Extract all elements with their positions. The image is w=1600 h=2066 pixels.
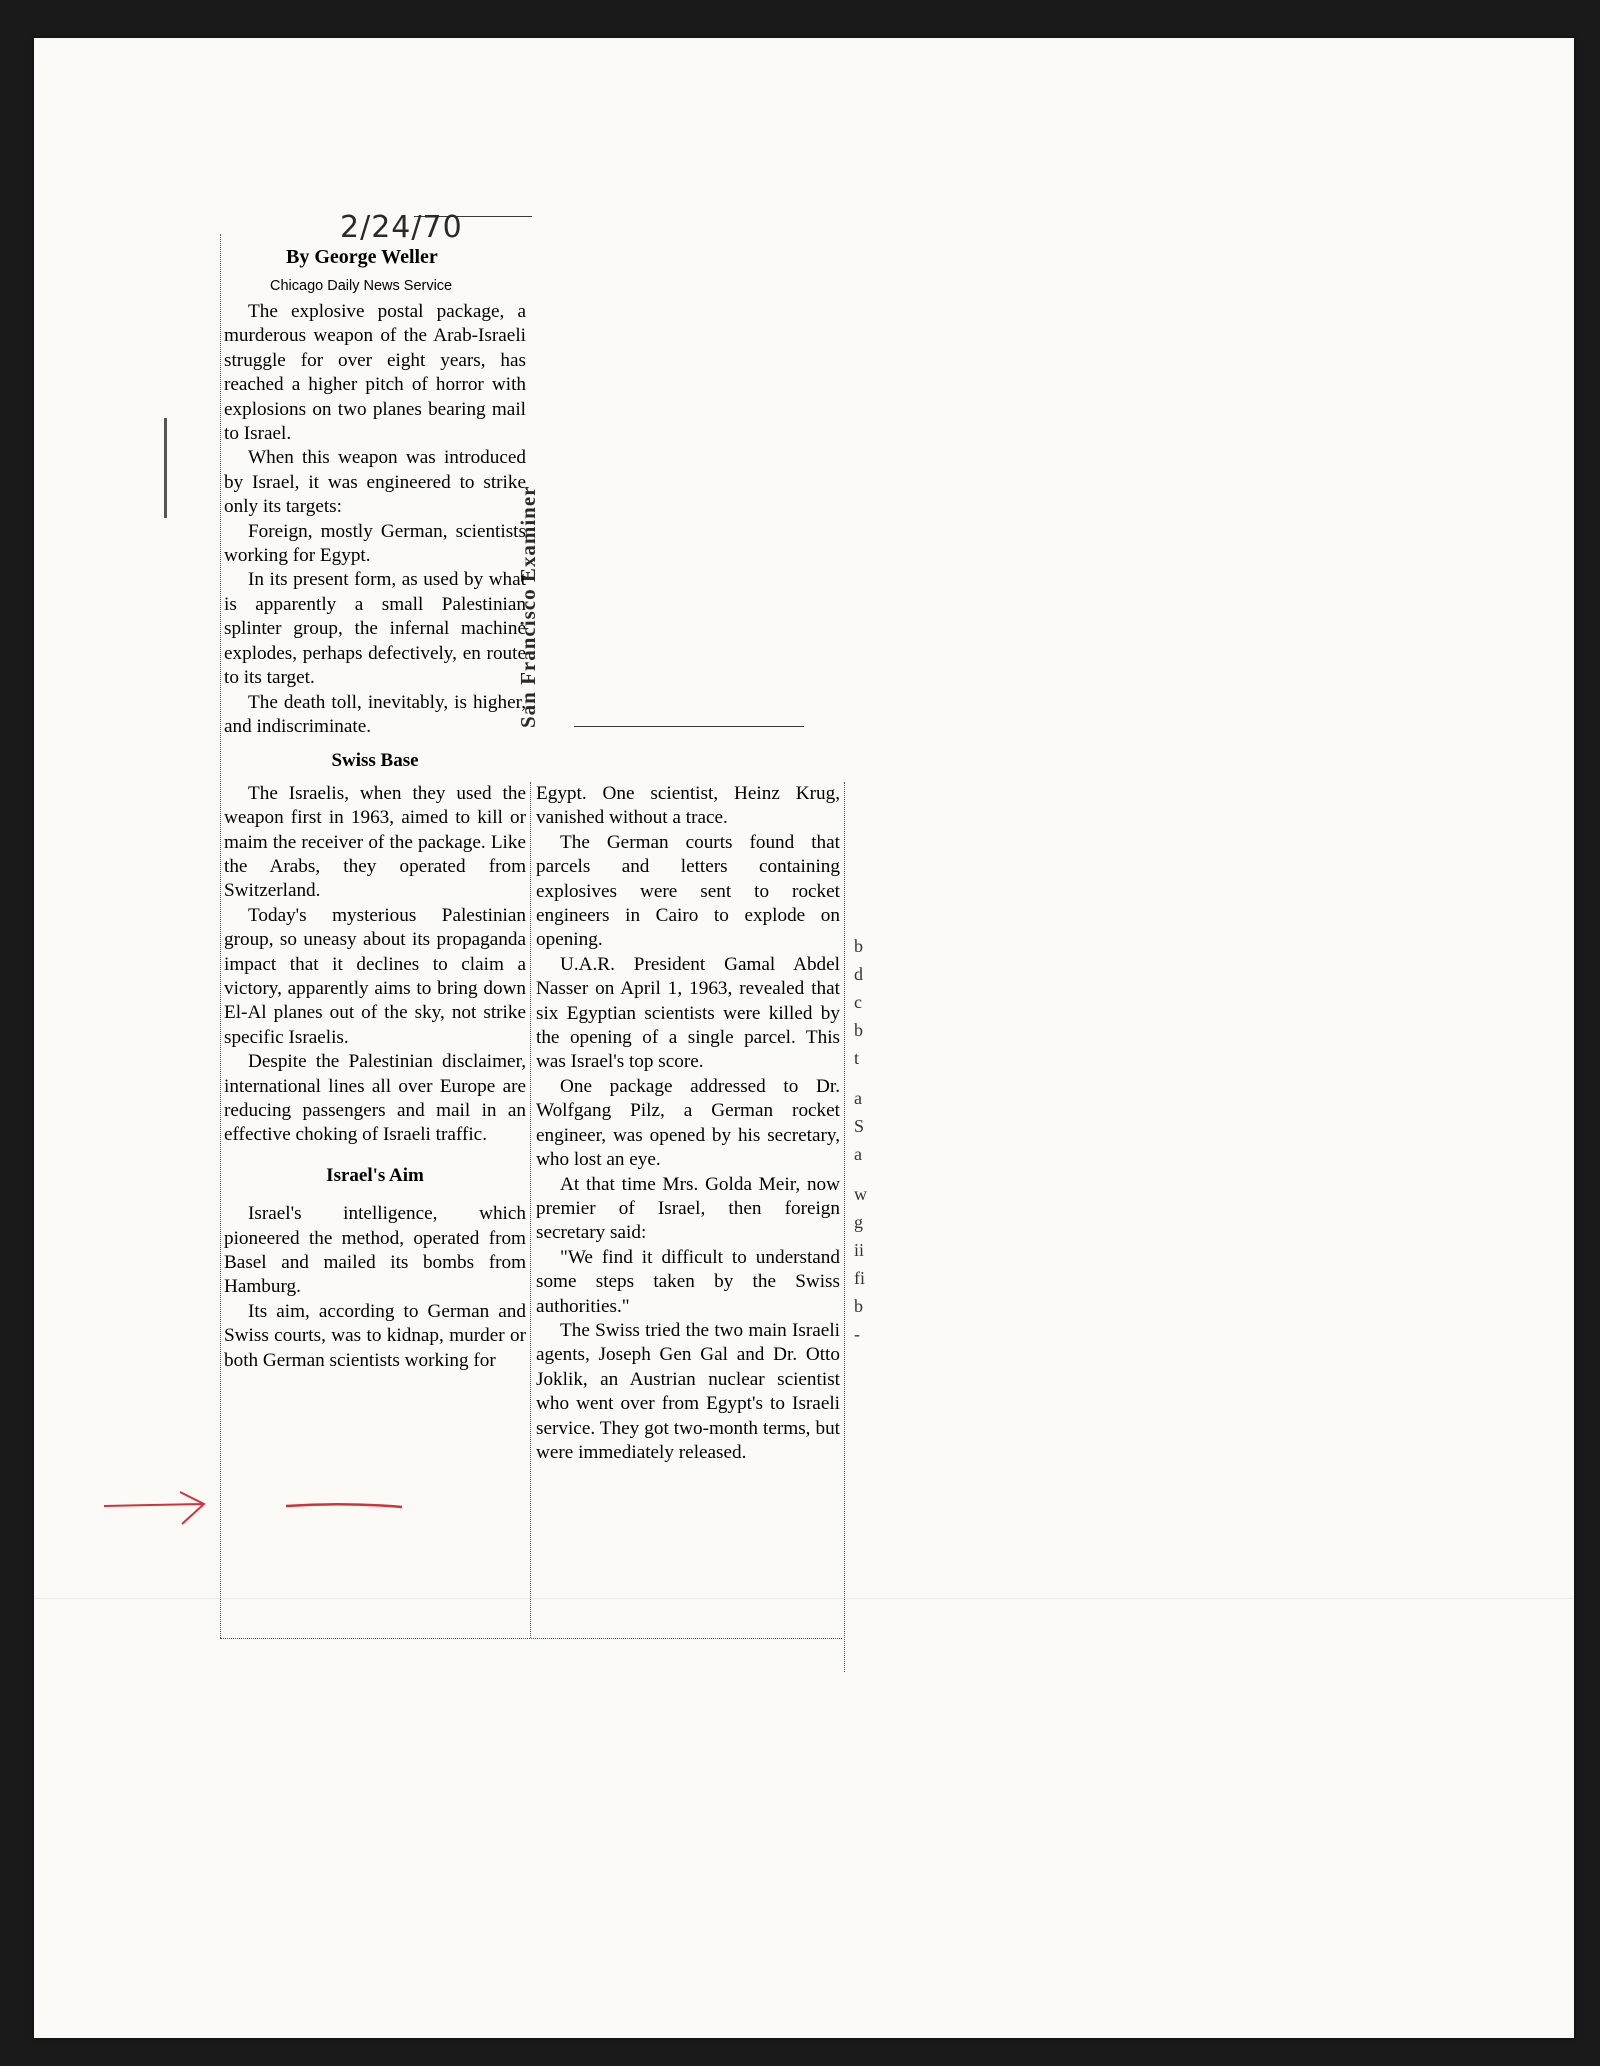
news-service: Chicago Daily News Service (270, 278, 453, 294)
fragment: w (854, 1184, 867, 1204)
paragraph: Foreign, mostly German, scientists working for Egypt. (224, 520, 526, 567)
paragraph: The Swiss tried the two main Israeli agents, Joseph Gen Gal and Dr. Otto Joklik, an Austrian nuclear scientist who went over from Egypt's to Israeli service. They got two-month terms, but were immediately released. (536, 1319, 840, 1463)
article-column-2 (536, 782, 840, 1465)
paragraph: Its aim, according to German and Swiss courts, was to kidnap, murder or both German scientists working for (224, 1300, 526, 1371)
clipping-date: 2/24/70 (340, 210, 463, 245)
fragment: b (854, 1020, 863, 1040)
paragraph: One package addressed to Dr. Wolfgang Pilz, a German rocket engineer, was opened by his secretary, who lost an eye. (536, 1075, 840, 1171)
column-divider (530, 782, 531, 1638)
fragment: t (854, 1048, 860, 1068)
fragment: d (854, 964, 863, 984)
paragraph: The German courts found that parcels and letters containing explosives were sent to rocket engineers in Cairo to explode on opening. (536, 831, 840, 951)
newspaper-masthead: San Francisco Examiner (516, 485, 540, 728)
red-arrow-annotation-icon (102, 1488, 222, 1538)
article-column-1 (224, 300, 526, 1373)
subheading-swiss-base: Swiss Base (331, 750, 419, 772)
fragment: g (854, 1212, 863, 1232)
paragraph: Despite the Palestinian disclaimer, international lines all over Europe are reducing passengers and mail in an effective choking of Israeli traffic. (224, 1051, 526, 1146)
fragment: b (854, 936, 863, 956)
clipping-bottom-edge (220, 1638, 842, 1639)
fragment: b (854, 1296, 863, 1316)
margin-mark (164, 418, 167, 518)
fragment: a (854, 1088, 862, 1108)
byline: By George Weller (286, 246, 438, 268)
paragraph: U.A.R. President Gamal Abdel Nasser on April 1, 1963, revealed that six Egyptian scientists were killed by the opening of a single parcel. This was Israel's top score. (536, 953, 840, 1073)
fragment: ii (854, 1240, 865, 1260)
paragraph: When this weapon was introduced by Israel, it was engineered to strike only its targets: (224, 447, 526, 518)
clipping-left-edge (220, 234, 221, 1638)
paper-sheet (34, 38, 1574, 2038)
subheading-israels-aim: Israel's Aim (326, 1164, 424, 1186)
fragment: c (854, 992, 862, 1012)
adjacent-column-fragments (854, 932, 867, 1348)
paragraph: "We find it difficult to understand some steps taken by the Swiss authorities." (536, 1246, 840, 1317)
paragraph: Egypt. One scientist, Heinz Krug, vanished without a trace. (536, 783, 840, 829)
fragment: fi (854, 1268, 865, 1288)
paragraph: The explosive postal package, a murderous weapon of the Arab-Israeli struggle for over eight years, has reached a higher pitch of horror with explosions on two planes bearing mail to Israel. (224, 301, 526, 445)
fragment: S (854, 1116, 865, 1136)
fragment: - (854, 1324, 860, 1344)
clipping-right-edge (844, 782, 845, 1672)
fragment: a (854, 1144, 862, 1164)
paragraph: At that time Mrs. Golda Meir, now premier of Israel, then foreign secretary said: (536, 1173, 840, 1244)
paragraph: The Israelis, when they used the weapon first in 1963, aimed to kill or maim the receiver of the package. Like the Arabs, they operated from Switzerland. (224, 782, 526, 902)
paragraph: The death toll, inevitably, is higher, and indiscriminate. (224, 691, 526, 737)
paper-fold-line (34, 1598, 1574, 1599)
paragraph: In its present form, as used by what is apparently a small Palestinian splinter group, the infernal machine explodes, perhaps defectively, en route to its target. (224, 569, 526, 689)
paragraph: Today's mysterious Palestinian group, so uneasy about its propaganda impact that it declines to claim a victory, apparently aims to bring down El-Al planes out of the sky, not strike specific Israelis. (224, 904, 526, 1048)
red-underline-annotation (284, 1500, 404, 1512)
paragraph-underlined: Israel's intelligence, which pioneered the method, operated from Basel and mailed its bombs from Hamburg. (224, 1203, 526, 1298)
masthead-rule (574, 726, 804, 727)
